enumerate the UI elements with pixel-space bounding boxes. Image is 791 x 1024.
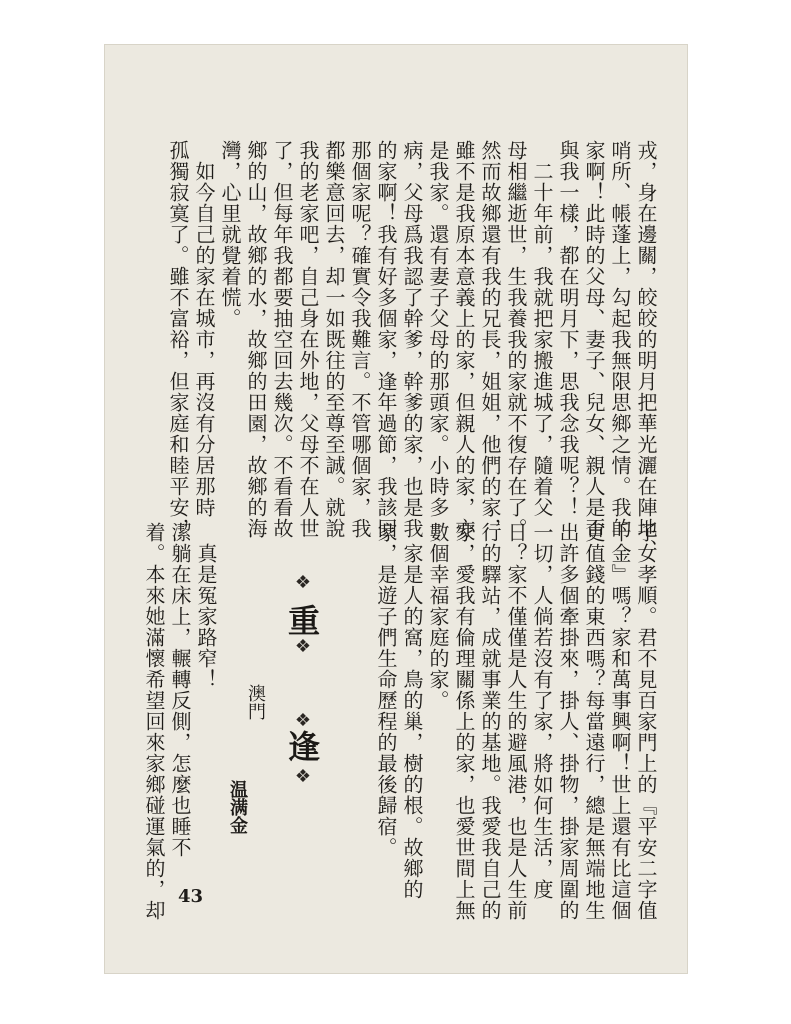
upper-column: 如今自己的家在城市，再沒有分居那時: [192, 140, 216, 518]
page-number: 43: [178, 886, 204, 907]
upper-column: 那個家呢？確實令我難言。不管哪個家，我: [348, 140, 372, 539]
title-char-1: 重: [287, 602, 320, 640]
lower-column: 家，愛我有倫理關係上的家，也愛世間上無: [452, 522, 476, 921]
mid-ornament-icon-2: ❖: [294, 710, 314, 731]
upper-column: 孤獨寂寞了。雖不富裕，但家庭和睦平安，: [166, 140, 190, 539]
upper-column: 二十年前，我就把家搬進城了，隨着父: [530, 140, 554, 518]
upper-column: 是我家。還有妻子父母的那頭家。小時多: [426, 140, 450, 518]
bottom-ornament-icon: ❖: [294, 766, 314, 787]
author-name: 温满金: [227, 780, 248, 834]
book-page: [104, 44, 688, 974]
lower-column: 出許多個牽掛來，掛人、掛物，掛家周圍的: [556, 522, 580, 921]
mid-ornament-icon: ❖: [294, 636, 314, 657]
lower-column: 家，是遊子們生命歷程的最後歸宿。: [374, 522, 398, 858]
upper-column: 與我一樣，都在明月下，思我念我呢？！: [556, 140, 580, 518]
lower-column: 更值錢的東西嗎？每當遠行，總是無端地生: [582, 522, 606, 921]
upper-column: 雖不是我原本意義上的家，但親人的家，亦: [452, 140, 476, 539]
upper-column: 家啊！此時的父母、妻子、兒女、親人是否: [582, 140, 606, 539]
upper-column: 母相繼逝世，生我養我的家就不復存在了。: [504, 140, 528, 539]
upper-column: 了，但每年我都要抽空回去幾次。不看看故: [270, 140, 294, 539]
lower-column: 數個幸福家庭的家。: [426, 522, 450, 711]
lower-column: 一切，人倘若沒有了家，將如何生活，度: [530, 522, 554, 900]
upper-column: 戎，身在邊關，皎皎的明月把華光灑在陣地、: [634, 140, 658, 560]
upper-column: 病，父母爲我認了幹爹，幹爹的家，也是我: [400, 140, 424, 539]
upper-column: 灣，心里就覺着慌。: [218, 140, 242, 329]
top-ornament-icon: ❖: [294, 572, 314, 593]
lower-column: 日？家不僅僅是人生的避風港，也是人生前: [504, 522, 528, 921]
title-char-2: 逢: [287, 728, 320, 766]
lower-column: 行的驛站，成就事業的基地。我愛我自己的: [478, 522, 502, 921]
upper-column: 然而故鄉還有我的兄長，姐姐，他們的家，: [478, 140, 502, 539]
upper-column: 哨所、帳蓬上，勾起我無限思鄉之情。我的: [608, 140, 632, 539]
upper-column: 我的老家吧，自己身在外地，父母不在人世: [296, 140, 320, 539]
upper-column: 都樂意回去，却一如既往的至尊至誠。就說: [322, 140, 346, 539]
upper-column: 的家啊！我有好多個家，逢年過節，我該回: [374, 140, 398, 539]
story-column: 潔躺在床上，輾轉反側，怎麼也睡不: [168, 522, 192, 858]
story-column: 真是冤家路窄！: [194, 522, 218, 690]
lower-column: 家是人的窩，鳥的巢，樹的根。故鄉的: [400, 522, 424, 900]
upper-column: 鄉的山，故鄉的水，故鄉的田園，故鄉的海: [244, 140, 268, 539]
location-label: 澳門: [245, 684, 266, 720]
story-column: 着。本來她滿懷希望回來家鄉碰運氣的，却: [142, 522, 166, 921]
lower-column: 子女孝順。君不見百家門上的『平安二字值: [634, 522, 658, 921]
lower-column: 千金』嗎？家和萬事興啊！世上還有比這個: [608, 522, 632, 921]
